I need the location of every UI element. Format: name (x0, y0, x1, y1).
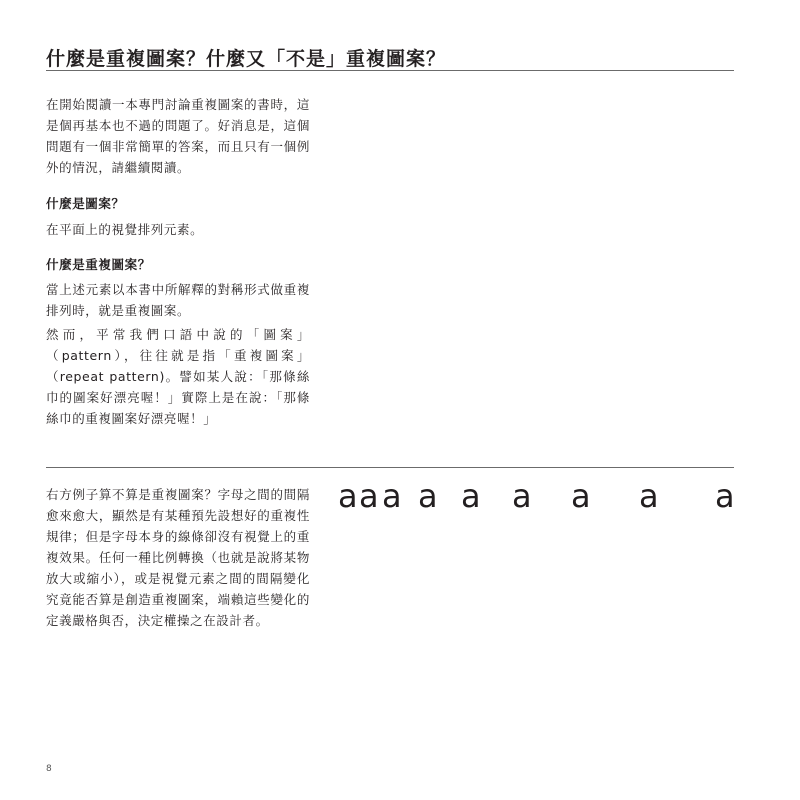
answer-what-is-repeat-pattern (46, 279, 310, 321)
example-text: 右方例子算不算是重複圖案？字母之間的間隔愈來愈大，顯然是有某種預先設想好的重複性規律；但是字母本身的線條卻沒有視覺上的重複效果。任何一種比例轉換（也就是說將某物放大或縮小），或是視覺元素之間的間隔變化究竟能否算是創造重複圖案，端賴這些變化的定義嚴格與否，決定權操之在設計者。 (46, 487, 310, 628)
question-what-is-pattern: 什麼是圖案？ (46, 196, 125, 211)
example-letter: a (512, 477, 532, 515)
example-letter: a (639, 477, 659, 515)
question-what-is-repeat-pattern: 什麼是重複圖案？ (46, 257, 151, 272)
intro-text: 在開始閱讀一本專門討論重複圖案的書時，這是個再基本也不過的問題了。好消息是，這個問題有一個非常簡單的答案，而且只有一個例外的情況，請繼續閱讀。 (46, 97, 310, 175)
answer-repeat-pattern-text: 當上述元素以本書中所解釋的對稱形式做重複排列時，就是重複圖案。 (46, 282, 310, 318)
letter-spacing-example (0, 470, 800, 530)
example-letter: a (571, 477, 591, 515)
page-number: 8 (46, 764, 52, 774)
top-divider (46, 70, 734, 71)
example-letter: a (418, 477, 438, 515)
page-title: 什麼是重複圖案？什麼又「不是」重複圖案？ (46, 48, 447, 70)
example-letter: a (461, 477, 481, 515)
pattern-usage-paragraph (46, 324, 310, 429)
middle-divider (46, 467, 734, 468)
example-letter: a (359, 477, 379, 515)
example-letter: a (382, 477, 402, 515)
example-letter: a (338, 477, 358, 515)
example-letter: a (715, 477, 735, 515)
answer-what-is-pattern: 在平面上的視覺排列元素。 (46, 222, 204, 237)
pattern-usage-text: 然而，平常我們口語中說的「圖案」（pattern），往往就是指「重複圖案」（repeat pattern)。譬如某人說：「那條絲巾的圖案好漂亮喔！」實際上是在說：「那條絲巾的重複圖案好漂亮喔！」 (46, 327, 310, 426)
intro-paragraph (46, 94, 310, 178)
